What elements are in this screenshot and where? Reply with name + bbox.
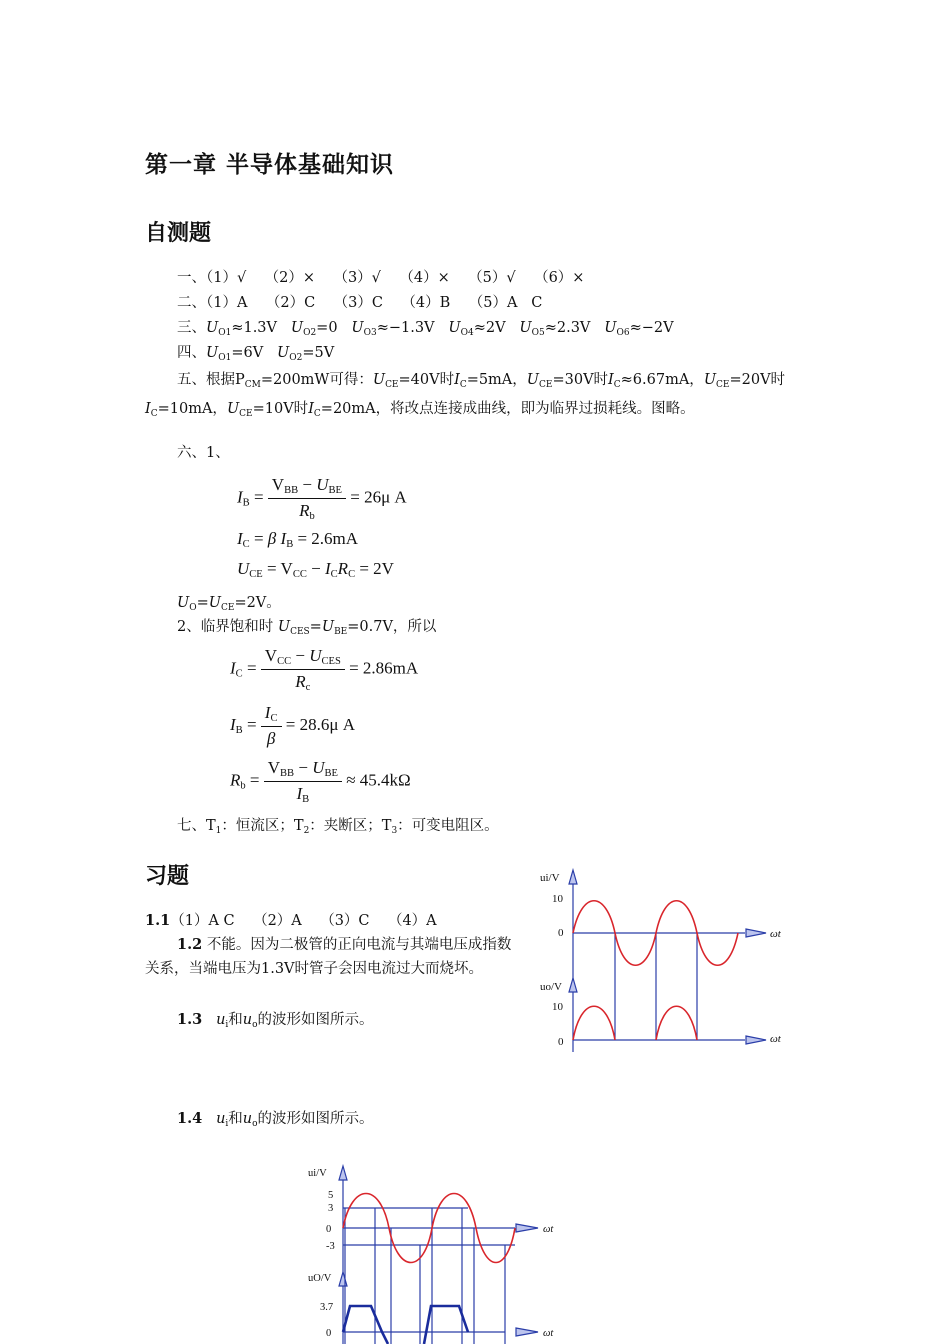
fig14-ui-axis-label: ui/V bbox=[308, 1168, 327, 1179]
fig14-uo-tick-0: 0 bbox=[326, 1328, 332, 1339]
uo-result: $U_O=U_{CE}=2V$。 bbox=[177, 595, 281, 613]
figure-1-3-waveforms bbox=[530, 862, 800, 1062]
fig13-ui-x-label: ωt bbox=[770, 928, 781, 940]
chapter-title: 第一章 半导体基础知识 bbox=[145, 152, 395, 178]
fig14-uo-arrow-icon bbox=[339, 1272, 347, 1286]
self-test-heading: 自测题 bbox=[145, 221, 212, 246]
fig14-ui-tick-5: 5 bbox=[328, 1190, 334, 1201]
exercise-1-1: 1.1（1）A C （2）A （3）C （4）A bbox=[145, 912, 437, 929]
fig13-uo-half-wave bbox=[573, 1006, 697, 1040]
fig13-uo-x-label: ωt bbox=[770, 1033, 781, 1045]
fig13-uo-tick-0: 0 bbox=[558, 1036, 564, 1048]
fig13-uo-x-arrow-icon bbox=[746, 1036, 766, 1044]
answer-6-label: 六、1、 bbox=[177, 445, 230, 461]
fig13-ui-x-arrow-icon bbox=[746, 929, 766, 937]
fig13-uo-arrow-icon bbox=[569, 978, 577, 992]
fig13-ui-tick-10: 10 bbox=[552, 893, 563, 905]
fig14-uo-x-arrow-icon bbox=[516, 1328, 538, 1336]
equation-uce: $U_{CE} = V_{CC} - I_CR_C = 2V$ bbox=[237, 559, 394, 580]
equation-ic: $I_C = \beta$ $I_B = 2.6mA$ bbox=[237, 529, 359, 550]
fig14-uo-clipped-wave-1 bbox=[343, 1306, 388, 1344]
fig13-ui-tick-0: 0 bbox=[558, 927, 564, 939]
answer-4: 四、$U_{O1}=6V$ $U_{O2}=5V$ bbox=[177, 345, 335, 363]
answer-1: 一、（1）√ （2）× （3）√ （4）× （5）√ （6）× bbox=[177, 270, 585, 286]
exercises-heading: 习题 bbox=[145, 864, 190, 889]
fig14-ui-x-label: ωt bbox=[543, 1224, 554, 1235]
fig14-ui-tick-neg3: -3 bbox=[326, 1241, 335, 1252]
fig14-uo-axis-label: uO/V bbox=[308, 1273, 332, 1284]
fig14-ui-x-arrow-icon bbox=[516, 1224, 538, 1232]
exercise-1-2: 1.2 不能。因为二极管的正向电流与其端电压成指数关系，当端电压为1.3V时管子会因电流过大而烧坏。 bbox=[145, 936, 512, 977]
answer-5: 五、根据$P_{CM}=200mW$可得：$U_{CE}=40V$时$I_C=5mA$，$U_{CE}=30V$时$I_C\approx 6.67mA$，$U_{CE}=20V$时$I_C=10mA$，$U_{CE}=10V$时$I_C=20mA$，将改点连接成曲线，即为临界过损耗线。图略。 bbox=[145, 372, 786, 419]
fig14-uo-x-label: ωt bbox=[543, 1328, 554, 1339]
fig14-ui-tick-3: 3 bbox=[328, 1203, 334, 1214]
answer-6-2: 2、临界饱和时 $U_{CES}=U_{BE}=0.7V$，所以 bbox=[177, 619, 437, 637]
equation-ic2: $I_C$ = $\frac{V_{CC} - U_{CES}}{R_c}$ = 2.86mA bbox=[230, 646, 419, 693]
answer-2: 二、（1）A （2）C （3）C （4）B （5）A C bbox=[177, 295, 543, 311]
figure-1-4-waveforms bbox=[300, 1160, 570, 1344]
exercise-1-3: 1.3 $u_i$和$u_o$的波形如图所示。 bbox=[177, 1011, 374, 1030]
equation-ib: $I_B$ = $\frac{V_{BB} - U_{BE}}{R_b}$ = 26μ A bbox=[237, 475, 407, 522]
equation-ib2: $I_B$ = $\frac{I_C}{\beta}$ = 28.6μ A bbox=[230, 703, 355, 748]
fig13-uo-axis-label: uo/V bbox=[540, 981, 562, 993]
exercise-1-4: 1.4 $u_i$和$u_o$的波形如图所示。 bbox=[177, 1110, 374, 1129]
fig13-ui-arrow-icon bbox=[569, 870, 577, 884]
fig14-ui-arrow-icon bbox=[339, 1166, 347, 1180]
fig13-uo-tick-10: 10 bbox=[552, 1001, 563, 1013]
answer-3: 三、$U_{O1}\approx 1.3V$ $U_{O2}=0$ $U_{O3}\approx-1.3V$ $U_{O4}\approx 2V$ $U_{O5}\approx 2.3V$ $U_{O6}\approx-2V$ bbox=[177, 320, 674, 338]
fig13-ui-axis-label: ui/V bbox=[540, 872, 560, 884]
fig14-ui-tick-0: 0 bbox=[326, 1224, 332, 1235]
fig14-uo-tick-3-7: 3.7 bbox=[320, 1302, 334, 1313]
equation-rb: $R_b$ = $\frac{V_{BB} - U_{BE}}{I_B}$ ≈ 45.4kΩ bbox=[230, 758, 411, 805]
answer-7: 七、$T_1$：恒流区；$T_2$：夹断区；$T_3$：可变电阻区。 bbox=[177, 818, 499, 836]
